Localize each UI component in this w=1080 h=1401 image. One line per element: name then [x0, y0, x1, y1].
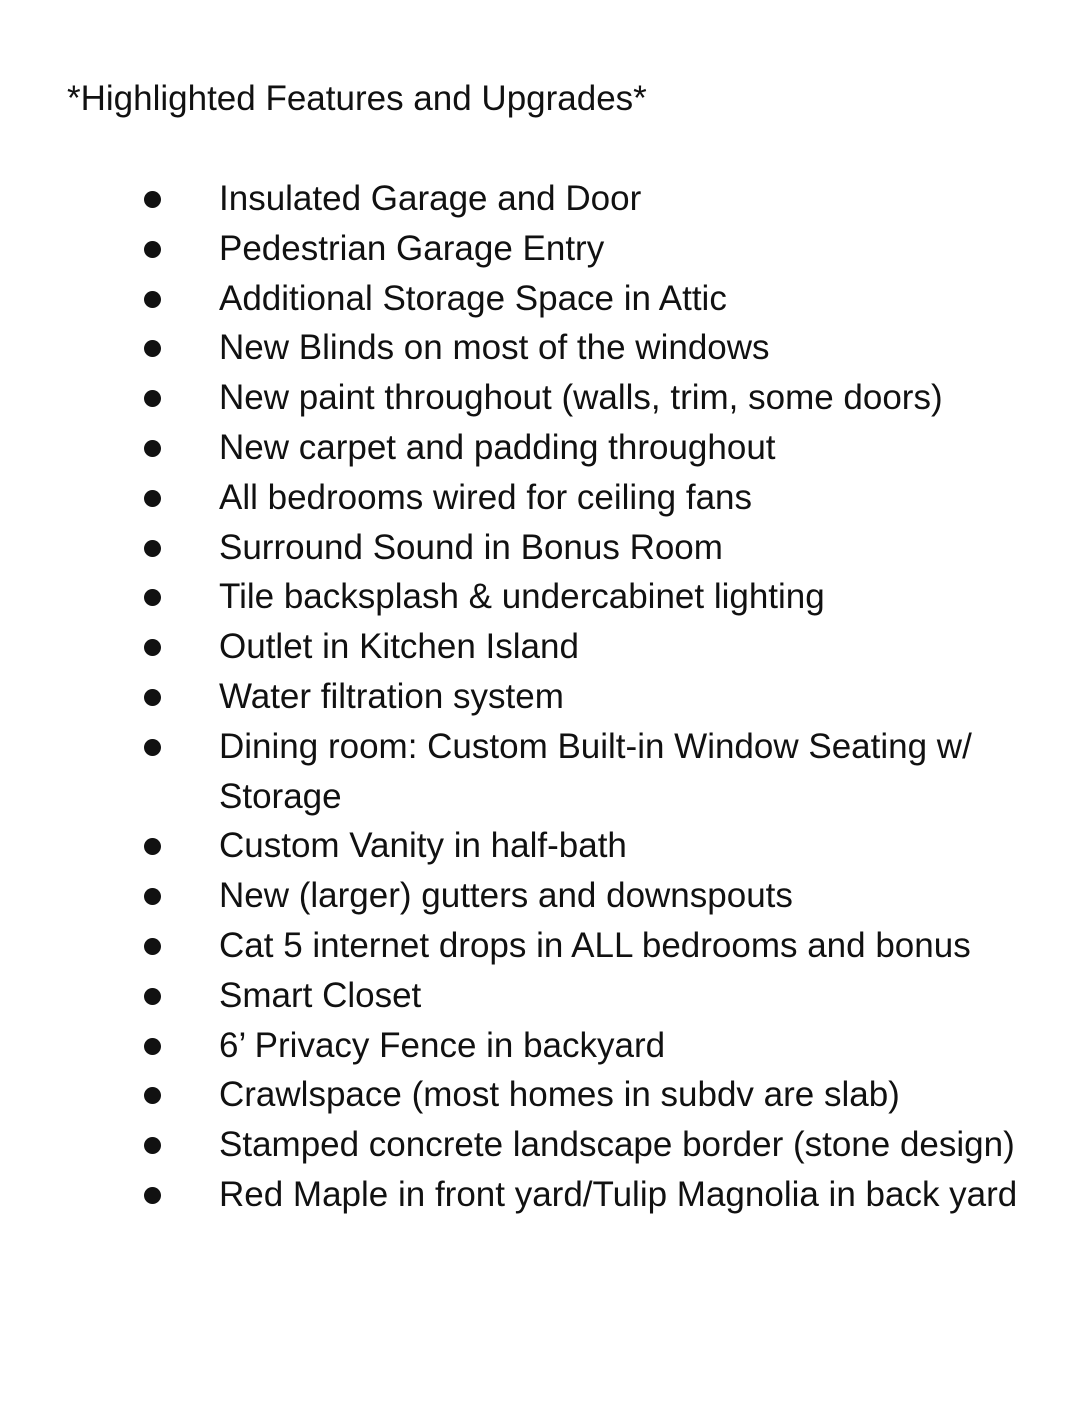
bullet-icon: [144, 241, 161, 258]
list-item-text: New Blinds on most of the windows: [219, 328, 770, 368]
list-item-text: Red Maple in front yard/Tulip Magnolia in back yard: [219, 1174, 1018, 1214]
list-item: [0, 622, 1019, 672]
list-item: [0, 274, 1019, 324]
list-item: [0, 1170, 1019, 1220]
bullet-icon: [144, 1137, 161, 1154]
bullet-icon: [144, 191, 161, 208]
list-item: [0, 224, 1019, 274]
bullet-icon: [144, 291, 161, 308]
list-item: [0, 1120, 1019, 1170]
list-item-text: New paint throughout (walls, trim, some doors): [219, 378, 943, 418]
list-item: [0, 174, 1019, 224]
page-title: *Highlighted Features and Upgrades*: [67, 79, 647, 118]
bullet-icon: [144, 888, 161, 905]
list-item-text: Pedestrian Garage Entry: [219, 228, 605, 268]
list-item-text: Stamped concrete landscape border (stone design): [219, 1125, 1015, 1165]
list-item: [0, 971, 1019, 1021]
list-item: [0, 1021, 1019, 1071]
bullet-icon: [144, 390, 161, 407]
list-item-text: Water filtration system: [219, 676, 564, 716]
list-item: [0, 672, 1019, 722]
list-item: [0, 423, 1019, 473]
bullet-icon: [144, 988, 161, 1005]
list-item-text: Additional Storage Space in Attic: [219, 278, 727, 318]
list-item: [0, 523, 1019, 573]
bullet-icon: [144, 540, 161, 557]
list-item: [0, 373, 1019, 423]
list-item: [0, 572, 1019, 622]
bullet-icon: [144, 1087, 161, 1104]
bullet-icon: [144, 1187, 161, 1204]
list-item: [0, 871, 1019, 921]
list-item: [0, 473, 1019, 523]
bullet-icon: [144, 689, 161, 706]
list-item-text: Cat 5 internet drops in ALL bedrooms and bonus: [219, 925, 971, 965]
list-item: [0, 921, 1019, 971]
list-item-text: 6’ Privacy Fence in backyard: [219, 1025, 666, 1065]
list-item-text: Outlet in Kitchen Island: [219, 627, 579, 667]
list-item-text: New carpet and padding throughout: [219, 427, 776, 467]
list-item-text: Surround Sound in Bonus Room: [219, 527, 723, 567]
list-item: [0, 821, 1019, 871]
list-item-text: Tile backsplash & undercabinet lighting: [219, 577, 825, 617]
list-item-text: New (larger) gutters and downspouts: [219, 876, 793, 916]
bullet-icon: [144, 1038, 161, 1055]
list-item-text: All bedrooms wired for ceiling fans: [219, 477, 753, 517]
bullet-icon: [144, 440, 161, 457]
features-list: [0, 174, 1080, 1220]
bullet-icon: [144, 490, 161, 507]
bullet-icon: [144, 589, 161, 606]
list-item: [0, 1070, 1019, 1120]
list-item-text: Insulated Garage and Door: [219, 179, 642, 218]
list-item-text: Smart Closet: [219, 975, 422, 1015]
list-item: [0, 722, 1019, 822]
bullet-icon: [144, 639, 161, 656]
bullet-icon: [144, 838, 161, 855]
list-item-text: Crawlspace (most homes in subdv are slab): [219, 1075, 900, 1115]
list-item-text: Custom Vanity in half-bath: [219, 826, 627, 866]
list-item-text: Dining room: Custom Built-in Window Seating w/ Storage: [219, 726, 972, 816]
bullet-icon: [144, 938, 161, 955]
bullet-icon: [144, 739, 161, 756]
bullet-icon: [144, 340, 161, 357]
list-item: [0, 323, 1019, 373]
